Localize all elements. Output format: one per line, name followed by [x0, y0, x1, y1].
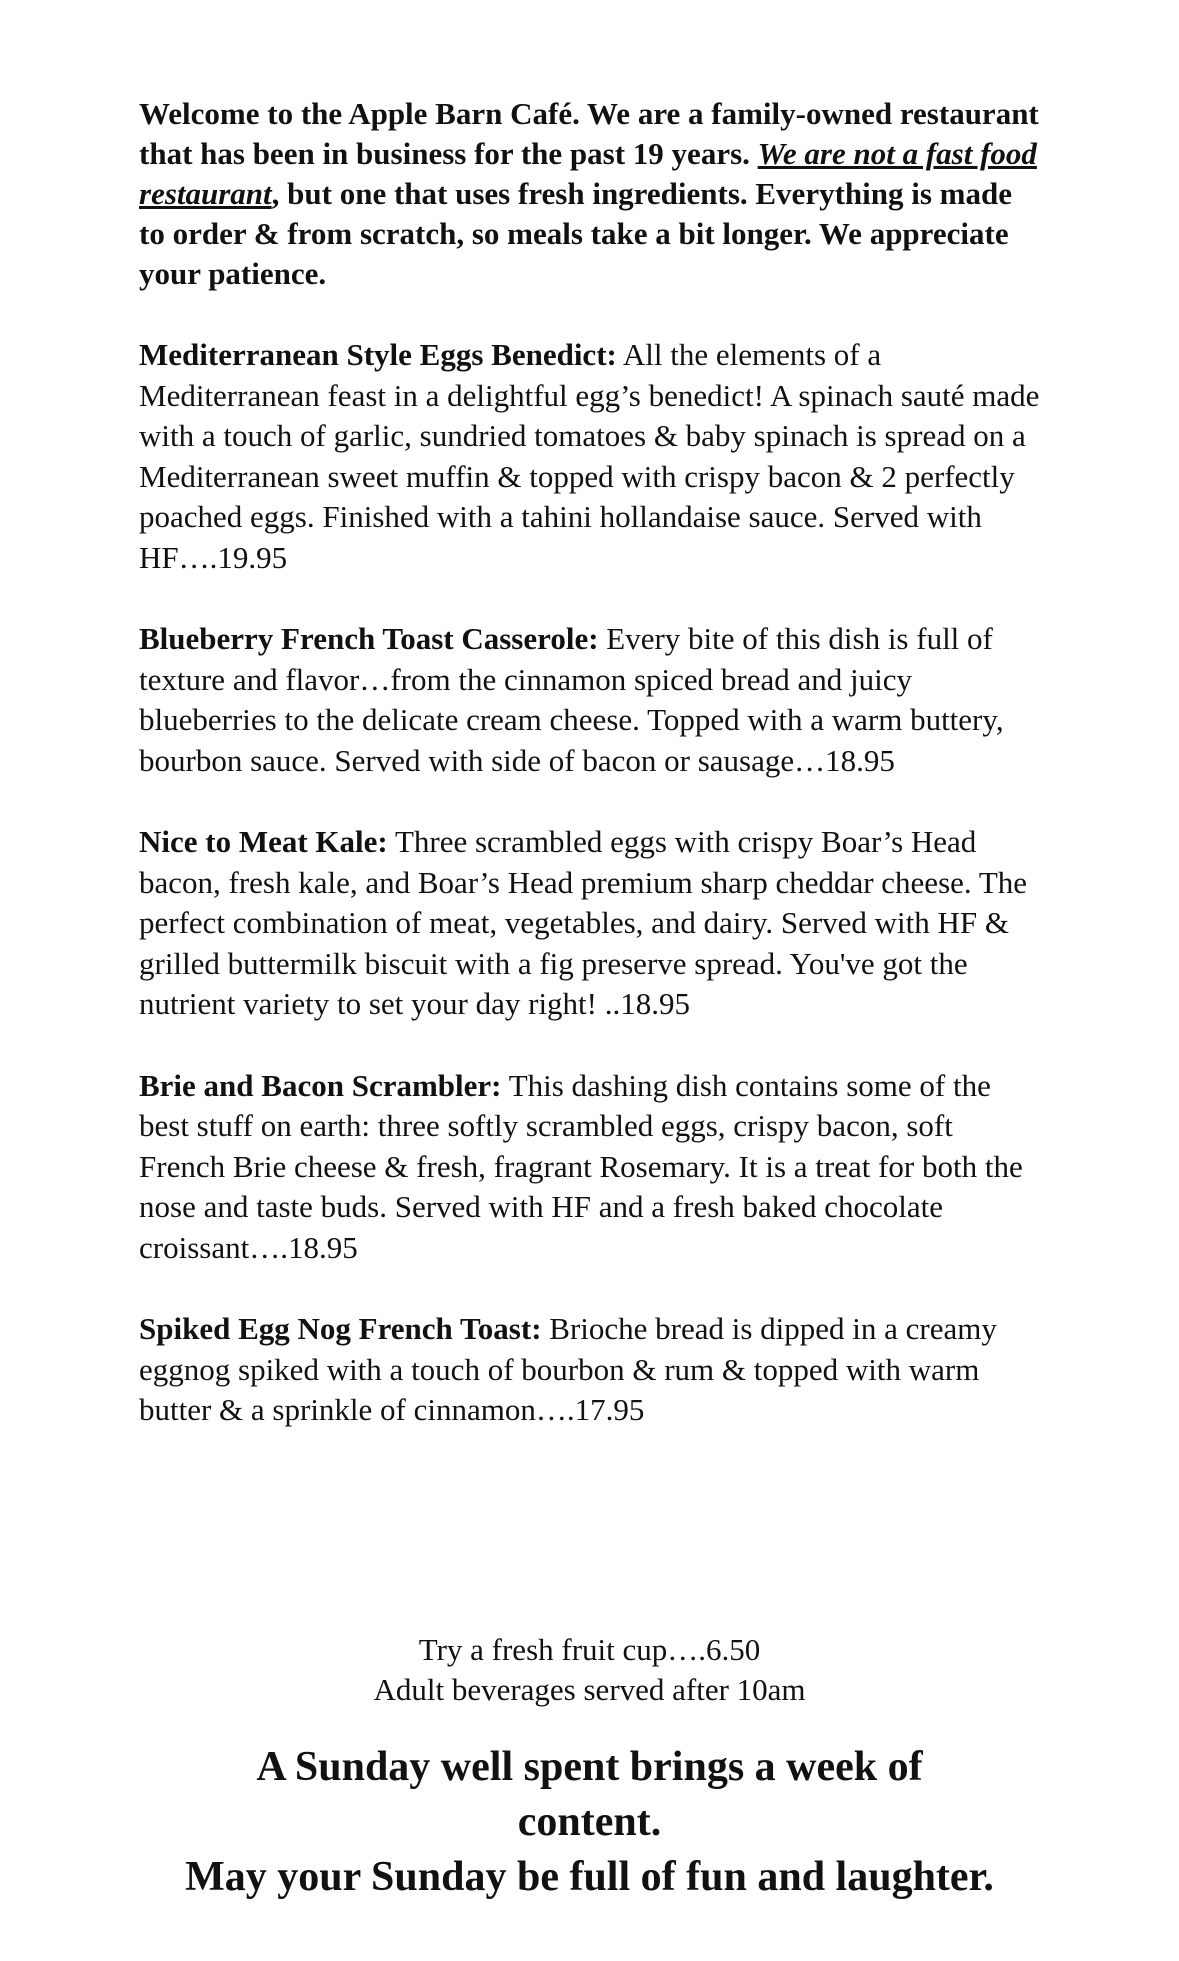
- fruit-cup-offer: Try a fresh fruit cup….6.50: [418, 1632, 761, 1667]
- menu-item-name: Mediterranean Style Eggs Benedict:: [139, 337, 617, 372]
- closing-message: [0, 1740, 1179, 1905]
- menu-item-description: This dashing dish contains some of the best stuff on earth: three softly scrambled eggs, crispy bacon, soft French Brie cheese & fresh, fragrant Rosemary. It is a treat for both the nose and taste buds. Served with HF and a fresh baked chocolate croissant….18.95: [139, 1067, 1023, 1265]
- menu-item: [139, 1309, 1044, 1431]
- menu-item-description: All the elements of a Mediterranean feast in a delightful egg’s benedict! A spinach sauté made with a touch of garlic, sundried tomatoes & baby spinach is spread on a Mediterranean sweet muffin & topped with crispy bacon & 2 perfectly poached eggs. Finished with a tahini hollandaise sauce. Served with HF….19.95: [139, 337, 1040, 575]
- menu-item-description: Brioche bread is dipped in a creamy eggnog spiked with a touch of bourbon & rum & topped with warm butter & a sprinkle of cinnamon….17.95: [139, 1311, 997, 1427]
- menu-item-description: Three scrambled eggs with crispy Boar’s Head bacon, fresh kale, and Boar’s Head premium sharp cheddar cheese. The perfect combination of meat, vegetables, and dairy. Served with HF & grilled buttermilk biscuit with a fig preserve spread. You've got the nutrient variety to set your day right! ..18.95: [139, 824, 1028, 1021]
- menu-item: [139, 822, 1044, 1025]
- closing-line-2: May your Sunday be full of fun and laughter.: [185, 1854, 994, 1900]
- menu-item-name: Spiked Egg Nog French Toast:: [139, 1311, 542, 1346]
- intro-text-start: Welcome to the Apple Barn Café. We are a family-owned restaurant that has been in business for the past 19 years.: [139, 96, 1039, 171]
- beverages-note: Adult beverages served after 10am: [373, 1672, 806, 1707]
- menu-item: [139, 619, 1044, 781]
- intro-text-end: , but one that uses fresh ingredients. Everything is made to order & from scratch, so meals take a bit longer. We appreciate your patience.: [139, 176, 1012, 291]
- menu-page: [139, 94, 1044, 1472]
- menu-item: [139, 1066, 1044, 1269]
- menu-item-name: Nice to Meat Kale:: [139, 824, 388, 859]
- menu-item: [139, 335, 1044, 578]
- menu-item-description: Every bite of this dish is full of texture and flavor…from the cinnamon spiced bread and juicy blueberries to the delicate cream cheese. Topped with a warm buttery, bourbon sauce. Served with side of bacon or sausage…18.95: [139, 621, 1004, 778]
- closing-line-1: A Sunday well spent brings a week of content.: [256, 1744, 923, 1845]
- menu-item-name: Blueberry French Toast Casserole:: [139, 621, 599, 656]
- intro-paragraph: [139, 94, 1044, 294]
- extras-section: [0, 1630, 1179, 1710]
- intro-emphasis: We are not a fast food restaurant: [139, 136, 1037, 211]
- menu-item-name: Brie and Bacon Scrambler:: [139, 1067, 502, 1103]
